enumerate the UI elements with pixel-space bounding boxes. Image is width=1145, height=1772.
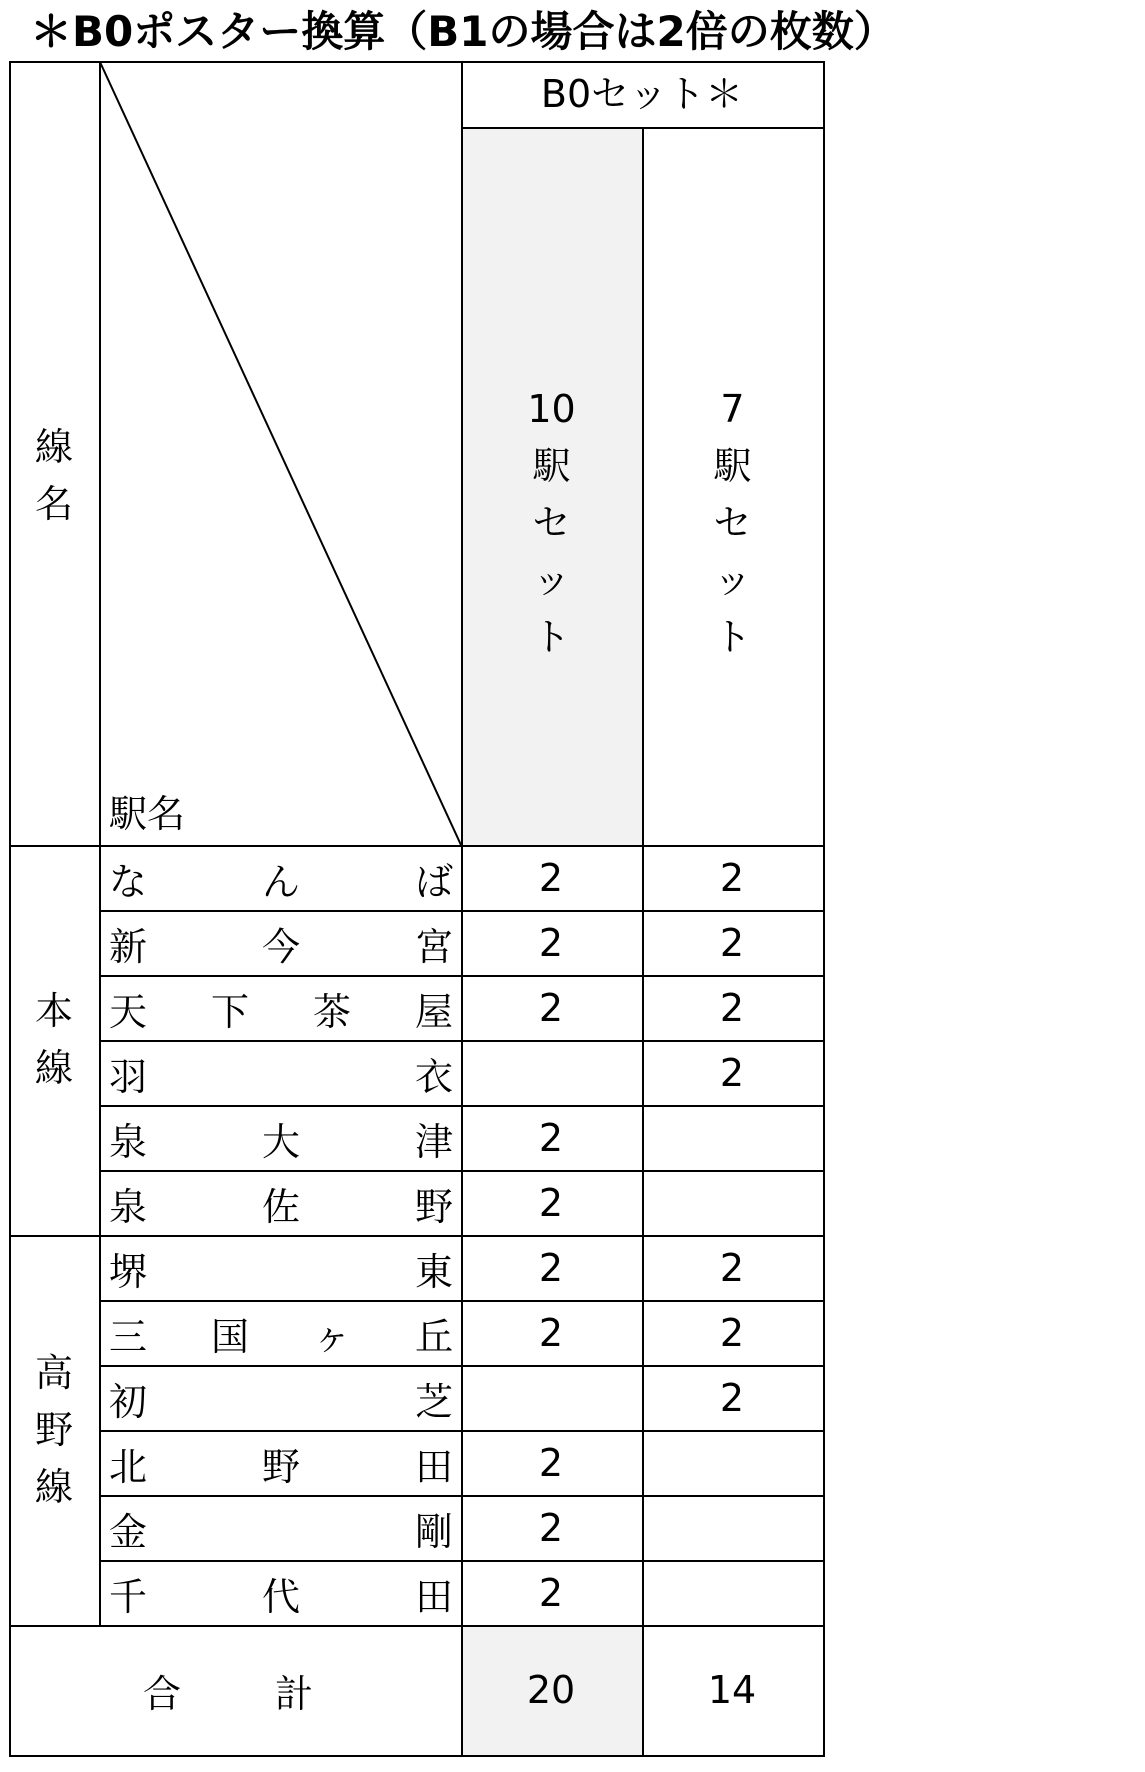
station-name-char: ん — [261, 859, 300, 904]
line-name — [24, 1345, 84, 1516]
col-header-7-set — [703, 381, 763, 666]
total-label-char: 計 — [274, 1671, 313, 1716]
value-10-set: 2 — [538, 986, 564, 1030]
col-header-7-set-char: セ — [713, 501, 752, 545]
station-name-char: 天 — [109, 989, 148, 1034]
line-name — [24, 983, 84, 1097]
line-name-char: 野 — [34, 1407, 73, 1452]
station-name-char: 三 — [109, 1314, 148, 1359]
line-name-char: 本 — [34, 989, 73, 1033]
station-name-char: 泉 — [109, 1119, 148, 1164]
line-name-char: 線 — [34, 1464, 73, 1509]
value-10-set: 2 — [538, 856, 564, 900]
station-name-char: な — [109, 859, 148, 904]
total-top-border — [9, 1625, 825, 1627]
station-name-char: 剛 — [414, 1509, 453, 1554]
value-10-set: 2 — [538, 1311, 564, 1355]
value-7-set: 2 — [719, 986, 745, 1030]
header-diagonal — [99, 61, 461, 845]
col-header-10-set-char: ッ — [532, 558, 571, 602]
line-name-header-char: 名 — [34, 482, 73, 526]
station-name-char: 泉 — [109, 1184, 148, 1229]
table-right-border — [823, 61, 825, 1757]
station-name-char: 芝 — [414, 1379, 453, 1424]
poster-count-table — [9, 61, 825, 1761]
line-name-header — [24, 419, 84, 533]
station-name-char: 野 — [261, 1444, 300, 1489]
col-header-10-set-char: 駅 — [532, 444, 571, 488]
station-name — [109, 1366, 453, 1430]
station-name — [109, 911, 453, 975]
station-name — [109, 1236, 453, 1300]
table-bottom-border — [9, 1755, 825, 1757]
value-10-set: 2 — [538, 1506, 564, 1550]
page-title: ＊B0ポスター換算（B1の場合は2倍の枚数） — [30, 7, 896, 56]
station-name — [109, 1431, 453, 1495]
total-7-set: 14 — [707, 1668, 757, 1712]
station-name-char: 国 — [210, 1314, 249, 1359]
station-name-char: 大 — [261, 1119, 300, 1164]
value-7-set: 2 — [719, 1376, 745, 1420]
col-header-7-set-char: ト — [713, 615, 752, 659]
col-header-10-set-char: セ — [532, 501, 571, 545]
station-name-header: 駅名 — [109, 792, 186, 836]
station-name-char: 今 — [261, 924, 300, 969]
col-header-7-set-char: 7 — [720, 387, 745, 431]
station-name-char: 宮 — [414, 924, 453, 969]
col-header-10-set-char: ト — [532, 615, 571, 659]
value-7-set: 2 — [719, 1051, 745, 1095]
station-name-char: 野 — [414, 1184, 453, 1229]
value-7-set: 2 — [719, 921, 745, 965]
station-name — [109, 1171, 453, 1235]
value-10-set: 2 — [538, 1181, 564, 1225]
station-name — [109, 976, 453, 1040]
station-name-char: 新 — [109, 924, 148, 969]
station-name-char: 北 — [109, 1444, 148, 1489]
station-name-char: ヶ — [312, 1314, 351, 1359]
station-name-char: 田 — [414, 1444, 453, 1489]
total-label-char: 合 — [143, 1671, 182, 1716]
station-name-char: 茶 — [312, 989, 351, 1034]
value-10-set: 2 — [538, 921, 564, 965]
value-10-set: 2 — [538, 1571, 564, 1615]
value-7-set: 2 — [719, 1246, 745, 1290]
station-name — [109, 846, 453, 910]
station-name-char: 初 — [109, 1379, 148, 1424]
station-name-char: 下 — [210, 989, 249, 1034]
total-10-set: 20 — [526, 1668, 576, 1712]
station-name — [109, 1561, 453, 1625]
station-name-char: 羽 — [109, 1054, 148, 1099]
value-10-set: 2 — [538, 1116, 564, 1160]
station-name-char: 東 — [414, 1249, 453, 1294]
col-header-7-set-char: 駅 — [713, 444, 752, 488]
line-name-char: 線 — [34, 1046, 73, 1090]
station-name-char: 千 — [109, 1574, 148, 1619]
table-left-border — [9, 61, 11, 1757]
value-10-set: 2 — [538, 1246, 564, 1290]
station-name-char: 金 — [109, 1509, 148, 1554]
value-7-set: 2 — [719, 1311, 745, 1355]
total-label — [143, 1658, 313, 1722]
station-name — [109, 1041, 453, 1105]
value-7-set: 2 — [719, 856, 745, 900]
line-name-char: 高 — [34, 1350, 73, 1395]
group-header-label: B0セット＊ — [540, 72, 744, 116]
station-name — [109, 1106, 453, 1170]
line-name-header-char: 線 — [34, 425, 73, 469]
station-name — [109, 1301, 453, 1365]
col-header-10-set-char: 10 — [527, 387, 576, 431]
station-name-char: 丘 — [414, 1314, 453, 1359]
station-name-char: ば — [414, 859, 453, 904]
station-name-char: 津 — [414, 1119, 453, 1164]
station-name-char: 佐 — [261, 1184, 300, 1229]
station-name-char: 屋 — [414, 989, 453, 1034]
station-name-char: 代 — [261, 1574, 300, 1619]
station-name-char: 田 — [414, 1574, 453, 1619]
station-name — [109, 1496, 453, 1560]
value-10-set: 2 — [538, 1441, 564, 1485]
col-header-7-set-char: ッ — [713, 558, 752, 602]
col-header-10-set — [522, 381, 582, 666]
station-name-char: 堺 — [109, 1249, 148, 1294]
station-name-char: 衣 — [414, 1054, 453, 1099]
